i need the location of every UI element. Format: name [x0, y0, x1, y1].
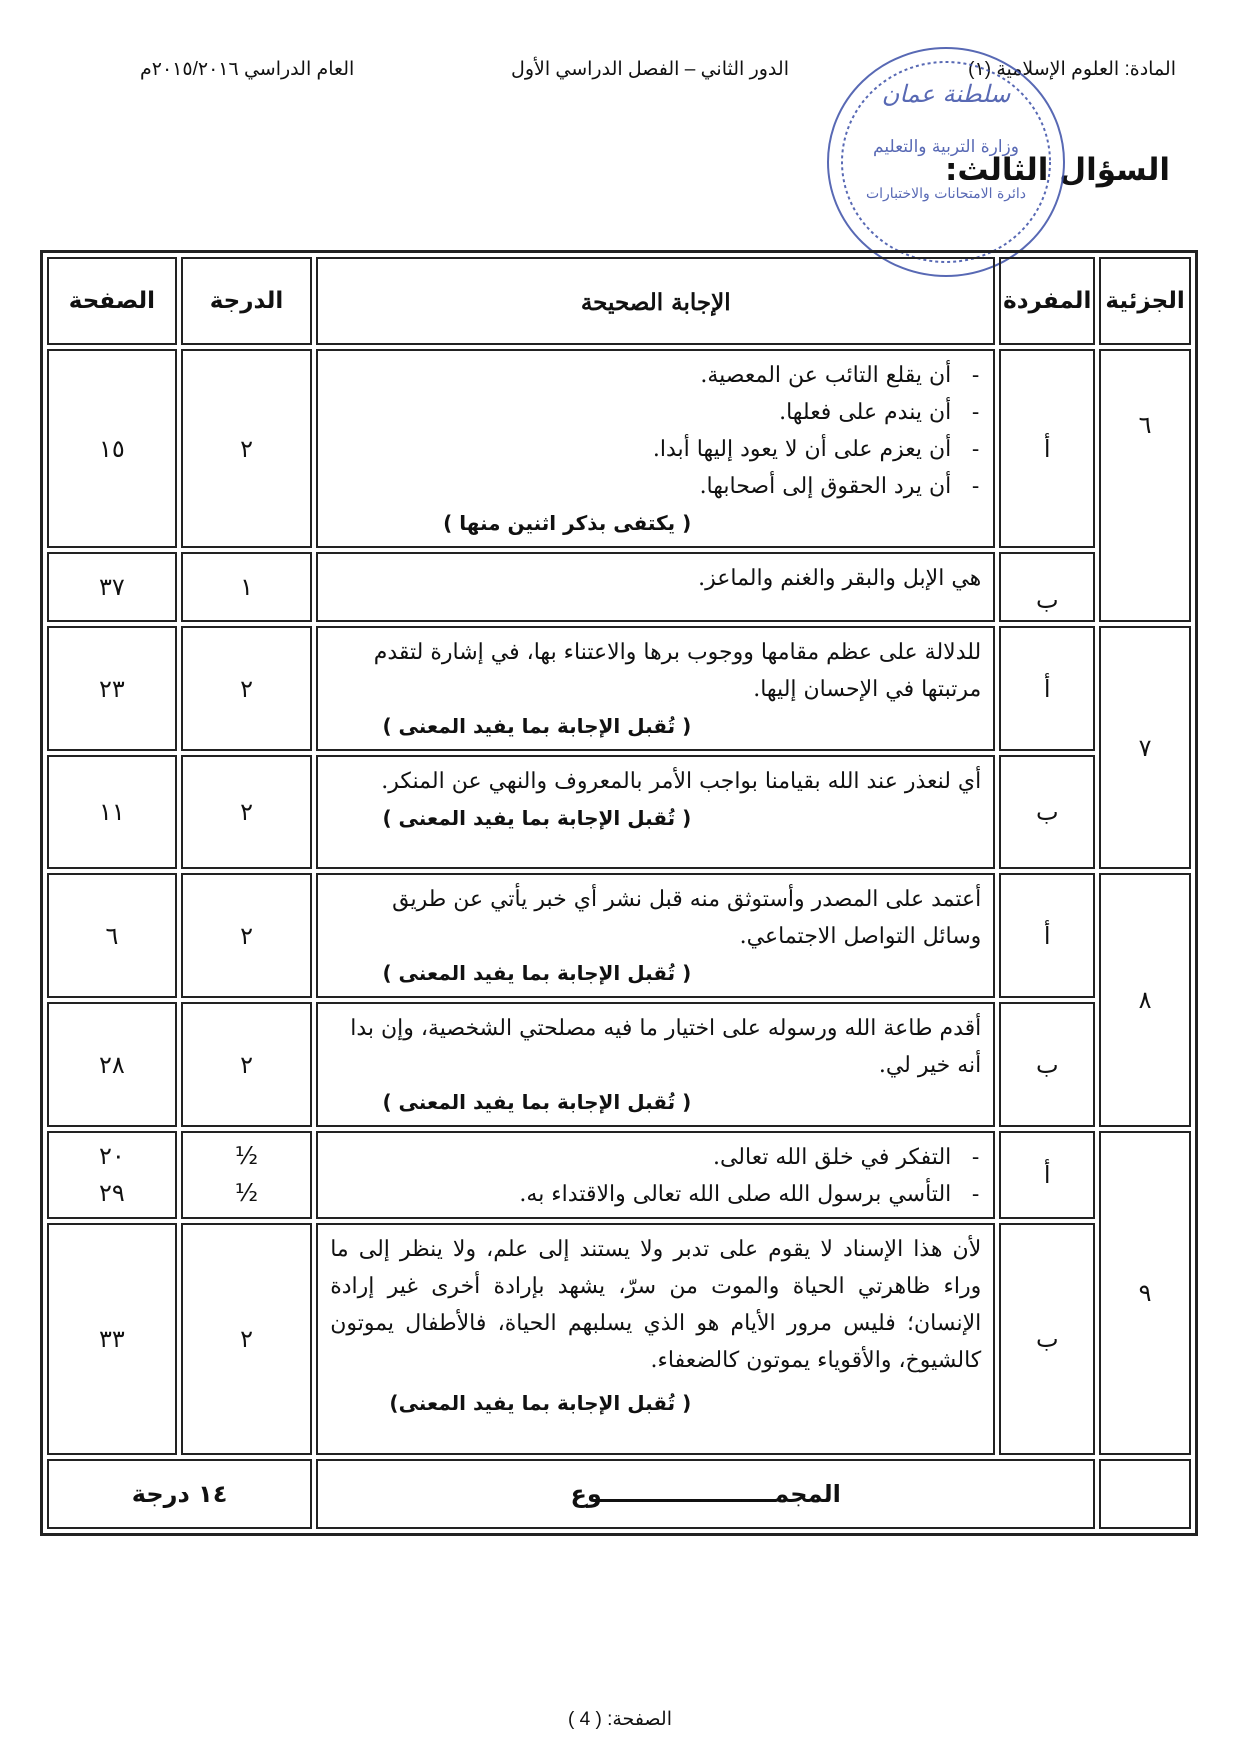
answer-line: - أن يقلع التائب عن المعصية.: [330, 357, 981, 394]
grade-value: ½: [234, 1142, 259, 1170]
table-row: [47, 1131, 1191, 1219]
answer-cell: [316, 1223, 995, 1455]
stamp-line: سلطنة عمان: [881, 80, 1011, 108]
grade-value: ½: [234, 1179, 259, 1207]
table-row: [47, 1002, 1191, 1127]
item-letter: ب: [999, 552, 1095, 622]
item-letter: ب: [999, 1002, 1095, 1127]
page-number: الصفحة: ( 4 ): [568, 1709, 672, 1730]
grade-cell: ٢: [181, 1223, 312, 1455]
table-row: [47, 1223, 1191, 1455]
answer-cell: [316, 1131, 995, 1219]
total-value: ١٤ درجة: [47, 1459, 312, 1529]
part-number: ٧: [1099, 626, 1191, 869]
col-header-part: الجزئية: [1099, 257, 1191, 345]
total-row: [47, 1459, 1191, 1529]
acceptance-note: ( تُقبل الإجابة بما يفيد المعنى ): [382, 961, 692, 985]
answer-text: أقدم طاعة الله ورسوله على اختيار ما فيه مصلحتي الشخصية، وإن بدا أنه خير لي.: [350, 1016, 982, 1078]
acceptance-note: ( تُقبل الإجابة بما يفيد المعنى ): [382, 714, 692, 738]
grade-cell: ١: [181, 552, 312, 622]
answer-text: للدلالة على عظم مقامها ووجوب برها والاعتناء بها، في إشارة لتقدم مرتبتها في الإحسان إليها.: [373, 640, 982, 702]
part-number: ٦: [1099, 349, 1191, 622]
grade-cell: ٢: [181, 626, 312, 751]
total-label: المجمـــــــــــــــــــــوع: [316, 1459, 1095, 1529]
page-cell: [47, 1131, 177, 1219]
item-letter: أ: [999, 873, 1095, 998]
page-value: ٢٠: [99, 1142, 125, 1170]
answer-cell: [316, 626, 995, 751]
part-number: ٨: [1099, 873, 1191, 1127]
table-row: [47, 626, 1191, 751]
part-number: ٩: [1099, 1131, 1191, 1455]
item-letter: أ: [999, 626, 1095, 751]
answer-text: لأن هذا الإسناد لا يقوم على تدبر ولا يستند إلى علم، ولا ينظر إلى ما وراء ظاهرتي الحياة والموت من سرّ، يشهد بإرادة أخرى غير إرادة الإنسان؛ فليس مرور الأيام هو الذي يسلبهم الحياة، فالأطفال يموتون كالشيوخ، والأقوياء يموتون كالضعفاء.: [330, 1237, 982, 1373]
acceptance-note: ( يكتفى بذكر اثنين منها ): [443, 511, 692, 535]
acceptance-note: ( تُقبل الإجابة بما يفيد المعنى): [389, 1391, 692, 1415]
answer-cell: [316, 552, 995, 622]
answer-text: أعتمد على المصدر وأستوثق منه قبل نشر أي خبر يأتي عن طريق وسائل التواصل الاجتماعي.: [392, 887, 982, 949]
answer-text: هي الإبل والبقر والغنم والماعز.: [698, 566, 982, 591]
table-row: [47, 349, 1191, 548]
answer-line: - أن يرد الحقوق إلى أصحابها.: [330, 468, 981, 505]
col-header-page: الصفحة: [47, 257, 177, 345]
question-title: السؤال الثالث:: [945, 152, 1170, 188]
stamp-line: وزارة التربية والتعليم: [873, 137, 1019, 157]
page-cell: ٣٧: [47, 552, 177, 622]
page-cell: ٦: [47, 873, 177, 998]
item-letter: أ: [999, 1131, 1095, 1219]
table-row: [47, 552, 1191, 622]
item-letter: ب: [999, 755, 1095, 869]
page-cell: ١٥: [47, 349, 177, 548]
item-letter: ب: [999, 1223, 1095, 1455]
page-value: ٢٩: [99, 1179, 125, 1207]
grade-cell: [181, 1131, 312, 1219]
col-header-item: المفردة: [999, 257, 1095, 345]
col-header-answer: الإجابة الصحيحة: [316, 257, 995, 345]
col-header-grade: الدرجة: [181, 257, 312, 345]
academic-year-label: العام الدراسي ٢٠١٥/٢٠١٦م: [140, 59, 355, 80]
item-letter: أ: [999, 349, 1095, 548]
answer-line: - أن يعزم على أن لا يعود إليها أبدا.: [330, 431, 981, 468]
answer-cell: [316, 755, 995, 869]
subject-label: المادة: العلوم الإسلامية (١): [968, 59, 1176, 80]
answer-line: - التفكر في خلق الله تعالى.: [330, 1139, 981, 1176]
answer-text: أي لنعذر عند الله بقيامنا بواجب الأمر بالمعروف والنهي عن المنكر.: [381, 769, 982, 794]
official-stamp: [822, 40, 1070, 284]
answer-cell: [316, 349, 995, 548]
answer-line: - التأسي برسول الله صلى الله تعالى والاقتداء به.: [330, 1176, 981, 1213]
page-cell: ١١: [47, 755, 177, 869]
answer-line: - أن يندم على فعلها.: [330, 394, 981, 431]
table-row: [47, 873, 1191, 998]
answer-cell: [316, 873, 995, 998]
total-empty-cell: [1099, 1459, 1191, 1529]
page-cell: ٢٣: [47, 626, 177, 751]
table-row: [47, 755, 1191, 869]
grade-cell: ٢: [181, 873, 312, 998]
answer-cell: [316, 1002, 995, 1127]
table-header-row: [47, 257, 1191, 345]
session-label: الدور الثاني – الفصل الدراسي الأول: [511, 59, 789, 80]
acceptance-note: ( تُقبل الإجابة بما يفيد المعنى ): [382, 1090, 692, 1114]
grade-cell: ٢: [181, 1002, 312, 1127]
page-cell: ٣٣: [47, 1223, 177, 1455]
stamp-line: دائرة الامتحانات والاختبارات: [865, 186, 1027, 202]
page-cell: ٢٨: [47, 1002, 177, 1127]
grade-cell: ٢: [181, 755, 312, 869]
acceptance-note: ( تُقبل الإجابة بما يفيد المعنى ): [382, 806, 692, 830]
answer-key-table: [40, 250, 1198, 1536]
grade-cell: ٢: [181, 349, 312, 548]
